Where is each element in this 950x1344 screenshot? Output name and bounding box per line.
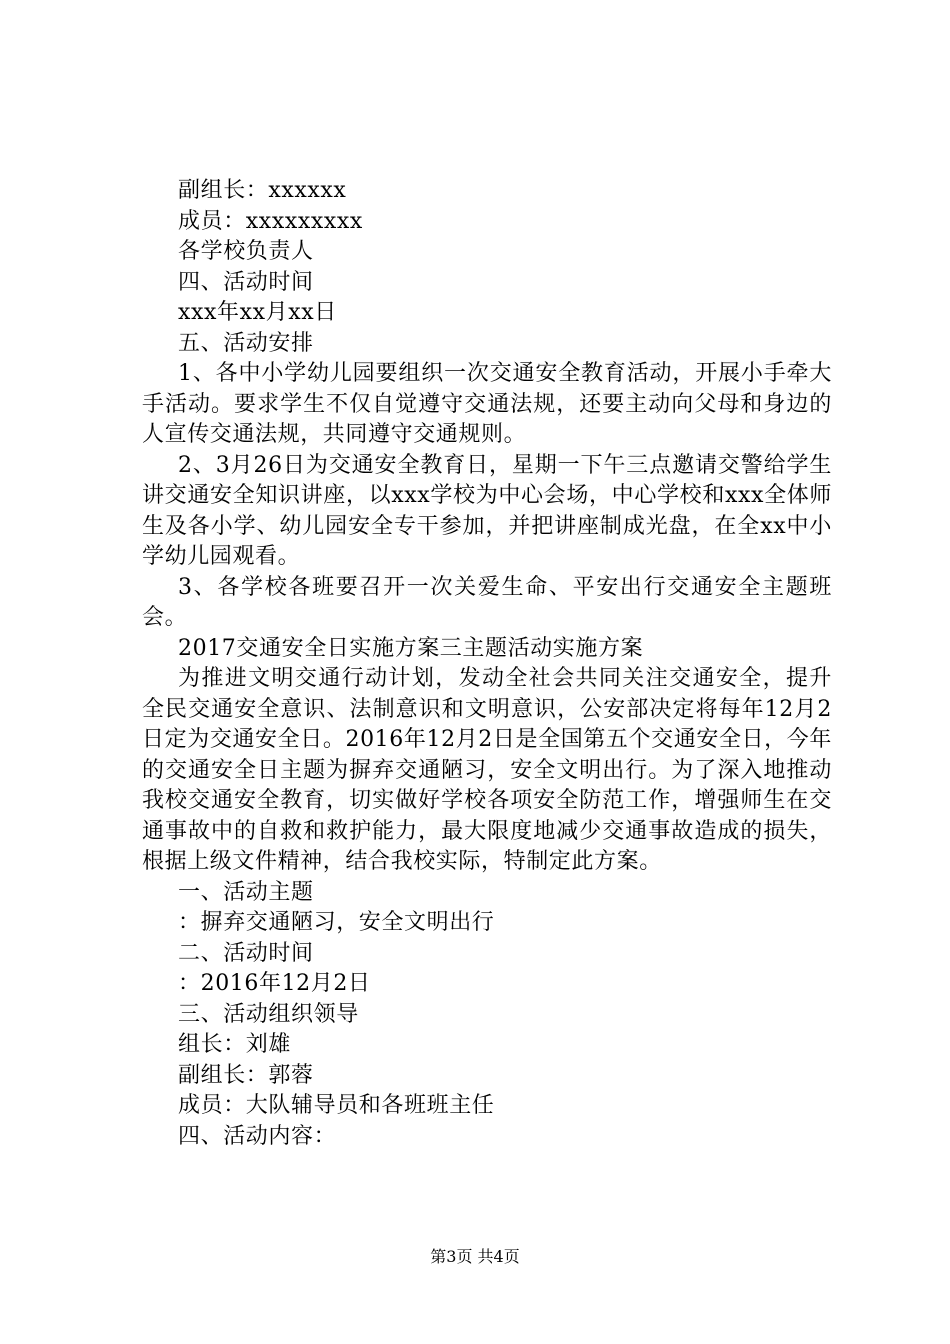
paragraph: 1、各中小学幼儿园要组织一次交通安全教育活动，开展小手牵大手活动。要求学生不仅自觉遵守交通法规，还要主动向父母和身边的人宣传交通法规，共同遵守交通规则。 <box>142 361 832 447</box>
text-line: 成员：xxxxxxxxx <box>178 208 363 234</box>
paragraph: 2、3月26日为交通安全教育日，星期一下午三点邀请交警给学生讲交通安全知识讲座，以xxx学校为中心会场，中心学校和xxx全体师生及各小学、幼儿园安全专干参加，并把讲座制成光盘，在全xx中小学幼儿园观看。 <box>142 452 832 569</box>
section-heading: 一、活动主题 <box>178 879 314 905</box>
section-heading: 五、活动安排 <box>178 330 314 356</box>
text-line: 组长：刘雄 <box>178 1032 292 1057</box>
text-line: ：摒弃交通陋习，安全文明出行 <box>178 910 495 935</box>
document-body <box>142 176 832 1152</box>
text-line: 各学校负责人 <box>178 239 314 264</box>
text-line: 副组长：xxxxxx <box>178 178 347 203</box>
text-line: xxx年xx月xx日 <box>178 300 337 325</box>
paragraph: 为推进文明交通行动计划，发动全社会共同关注交通安全，提升全民交通安全意识、法制意识和文明意识，公安部决定将每年12月2日定为交通安全日。2016年12月2日是全国第五个交通安全日，今年的交通安全日主题为摒弃交通陋习，安全文明出行。为了深入地推动我校交通安全教育，切实做好学校各项安全防范工作，增强师生在交通事故中的自救和救护能力，最大限度地减少交通事故造成的损失，根据上级文件精神，结合我校实际，特制定此方案。 <box>142 666 832 874</box>
text-line: ：2016年12月2日 <box>178 971 371 996</box>
paragraph: 3、各学校各班要召开一次关爱生命、平安出行交通安全主题班会。 <box>142 574 832 630</box>
section-heading: 四、活动内容： <box>178 1123 337 1149</box>
text-line: 成员：大队辅导员和各班班主任 <box>178 1093 495 1118</box>
text-line: 副组长：郭蓉 <box>178 1062 314 1088</box>
section-heading: 三、活动组织领导 <box>178 1001 359 1027</box>
section-heading: 四、活动时间 <box>178 269 314 295</box>
page-footer: 第3页 共4页 <box>430 1247 520 1266</box>
section-heading: 二、活动时间 <box>178 940 314 966</box>
section-title: 2017交通安全日实施方案三主题活动实施方案 <box>178 635 644 661</box>
